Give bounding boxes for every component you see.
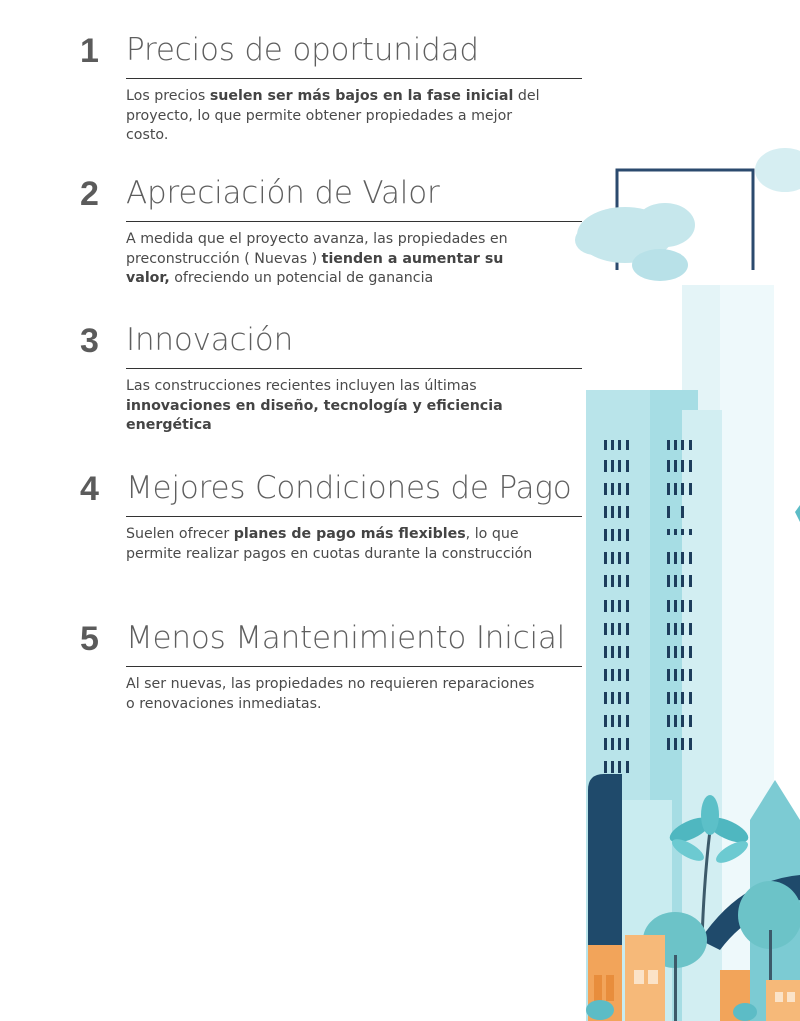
item-description xyxy=(126,377,546,436)
city-buildings-illustration xyxy=(570,140,800,1021)
divider xyxy=(126,516,582,517)
item-description xyxy=(126,675,546,714)
item-title: Apreciación de Valor xyxy=(126,175,440,211)
description-text: Al ser nuevas, las propiedades no requieren reparaciones o renovaciones inmediatas. xyxy=(126,676,535,712)
divider xyxy=(126,221,582,222)
description-bold-text: suelen ser más bajos en la fase inicial xyxy=(209,88,514,104)
item-title: Mejores Condiciones de Pago xyxy=(126,470,572,506)
item-title: Menos Mantenimiento Inicial xyxy=(126,620,566,656)
item-description xyxy=(126,87,546,146)
item-title: Innovación xyxy=(126,322,294,358)
item-title: Precios de oportunidad xyxy=(126,32,479,68)
item-description xyxy=(126,230,546,289)
divider xyxy=(126,78,582,79)
item-number: 2 xyxy=(80,175,99,213)
item-number: 4 xyxy=(80,470,99,508)
item-number: 1 xyxy=(80,32,99,70)
description-text: ofreciendo un potencial de ganancia xyxy=(169,270,434,286)
description-text: del proyecto, lo que permite obtener propiedades a mejor costo. xyxy=(126,88,540,143)
item-description xyxy=(126,525,546,564)
description-text: Los precios xyxy=(126,88,210,104)
description-bold-text: innovaciones en diseño, tecnología y eficiencia energética xyxy=(126,397,503,433)
description-text: A medida que el proyecto avanza, las propiedades en preconstrucción ( Nuevas ) xyxy=(126,231,508,267)
item-number: 3 xyxy=(80,322,99,360)
description-text: Las construcciones recientes incluyen las últimas xyxy=(126,378,477,394)
description-bold-text: planes de pago más flexibles xyxy=(233,526,466,542)
description-bold-text: tienden a aumentar su valor, xyxy=(126,250,504,286)
item-number: 5 xyxy=(80,620,99,658)
divider xyxy=(126,666,582,667)
divider xyxy=(126,368,582,369)
description-text: , lo que permite realizar pagos en cuotas durante la construcción xyxy=(126,526,533,562)
description-text: Suelen ofrecer xyxy=(126,526,234,542)
